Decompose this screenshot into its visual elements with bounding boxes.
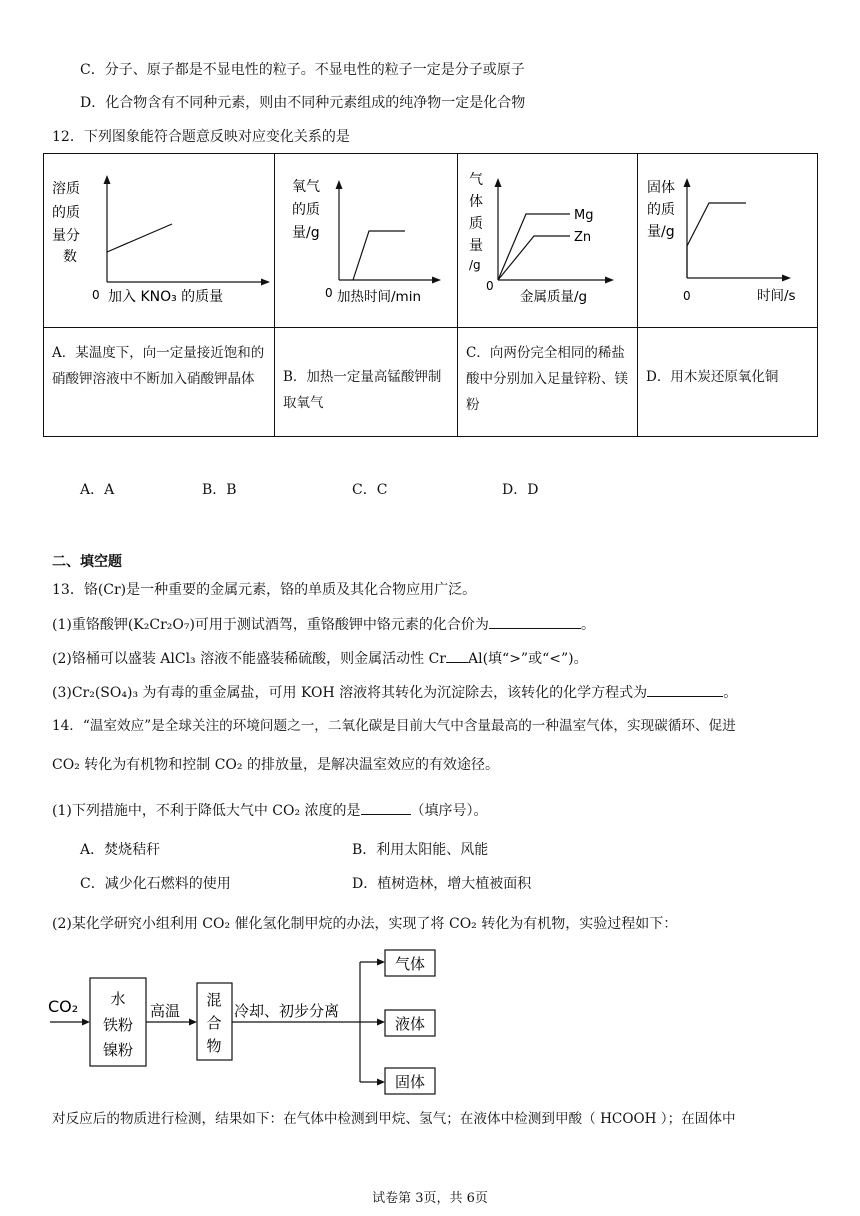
graph-b-description: B．加热一定量高锰酸钾制取氧气	[283, 369, 442, 411]
graph-b-xlabel: 加热时间/min	[337, 289, 422, 305]
q13-blank-1[interactable]	[489, 614, 581, 629]
q13-blank-3[interactable]	[647, 682, 723, 697]
graph-c-series-zn: Zn	[574, 230, 592, 245]
graph-b-cell	[275, 154, 458, 328]
graph-a-ylabel-2: 的质	[52, 205, 80, 221]
q13-part-2-end: Al(填“>”或“<”)。	[467, 651, 588, 667]
q13-part-1-end: 。	[580, 617, 595, 633]
graph-a-ylabel-4: 数	[63, 249, 77, 265]
flow-box1-line-1: 水	[110, 990, 126, 1008]
graph-d-ylabel-3: 量/g	[647, 224, 675, 240]
q14-stem-line-2: CO₂ 转化为有机物和控制 CO₂ 的排放量，是解决温室效应的有效途径。	[52, 757, 499, 773]
q13-part-3	[52, 682, 737, 703]
graph-d-description: D．用木炭还原氧化铜	[646, 369, 779, 385]
q12-answer-b: B．B	[202, 482, 237, 498]
q12-graph-table	[43, 153, 818, 437]
graph-b-ylabel-3: 量/g	[292, 225, 320, 241]
graph-d-xlabel: 时间/s	[757, 288, 796, 304]
graph-a-origin: 0	[92, 288, 100, 302]
q11-option-d: D．化合物含有不同种元素，则由不同种元素组成的纯净物一定是化合物	[80, 95, 526, 111]
graph-d-origin: 0	[683, 289, 691, 303]
graph-d-cell	[638, 154, 818, 328]
q13-part-2-text: (2)铬桶可以盛装 AlCl₃ 溶液不能盛装稀硫酸，则金属活动性 Cr	[52, 651, 446, 667]
graph-a-ylabel-3: 量分	[52, 228, 80, 244]
graph-d-ylabel-2: 的质	[647, 202, 675, 218]
graph-b-ylabel-1: 氧气	[292, 179, 320, 195]
section-title: 二、填空题	[52, 554, 122, 570]
graph-c-origin: 0	[486, 279, 494, 293]
graph-b	[275, 154, 458, 323]
q14-part-2: (2)某化学研究小组利用 CO₂ 催化氢化制甲烷的办法，实现了将 CO₂ 转化为有机物，实验过程如下：	[52, 916, 678, 932]
graph-c-cell	[458, 154, 638, 328]
flow-box2-line-3: 物	[206, 1037, 222, 1055]
graph-a-cell	[44, 154, 275, 328]
graph-d	[638, 154, 818, 323]
q14-result-text: 对反应后的物质进行检测，结果如下：在气体中检测到甲烷、氢气；在液体中检测到甲酸（ HCOOH ）；在固体中	[52, 1111, 736, 1127]
flow-input-label: CO₂	[48, 997, 79, 1016]
flow-box1-line-2: 铁粉	[102, 1016, 134, 1034]
graph-a-xlabel: 加入 KNO₃ 的质量	[108, 289, 224, 305]
flow-box2-line-2: 合	[206, 1014, 222, 1032]
graph-a-ylabel-1: 溶质	[52, 181, 80, 197]
graph-c	[458, 154, 638, 323]
graph-d-ylabel-1: 固体	[647, 180, 675, 196]
graph-c-ylabel-5: /g	[469, 258, 481, 272]
q14-stem-line-1: 14．“温室效应”是全球关注的环境问题之一，二氧化碳是目前大气中含量最高的一种温室气体，实现碳循环、促进	[52, 718, 736, 734]
graph-b-origin: 0	[325, 286, 333, 300]
graph-c-xlabel: 金属质量/g	[520, 289, 588, 305]
graph-b-ylabel-2: 的质	[292, 202, 320, 218]
q12-answer-a: A．A	[80, 482, 115, 498]
graph-c-ylabel-1: 气	[469, 172, 483, 188]
q14-option-b: B．利用太阳能、风能	[352, 842, 489, 858]
q13-blank-2[interactable]	[446, 648, 468, 663]
q14-option-a: A．焚烧秸秆	[80, 842, 161, 858]
flow-output-liquid: 液体	[394, 1015, 426, 1033]
q14-option-d: D．植树造林，增大植被面积	[352, 876, 532, 892]
graph-a	[44, 154, 275, 323]
flow-output-gas: 气体	[394, 955, 426, 973]
q14-option-c: C．减少化石燃料的使用	[80, 876, 231, 892]
flow-output-solid: 固体	[394, 1073, 426, 1091]
q13-part-1	[52, 614, 595, 635]
graph-c-description: C．向两份完全相同的稀盐酸中分别加入足量锌粉、镁粉	[466, 345, 628, 413]
q12-answer-c: C．C	[352, 482, 388, 498]
graph-a-description: A．某温度下，向一定量接近饱和的硝酸钾溶液中不断加入硝酸钾晶体	[52, 345, 265, 387]
q14-flow-diagram	[40, 940, 480, 1100]
q13-part-1-text: (1)重铬酸钾(K₂Cr₂O₇)可用于测试酒驾，重铬酸钾中铬元素的化合价为	[52, 617, 489, 633]
q14-part-1-text: (1)下列措施中，不利于降低大气中 CO₂ 浓度的是	[52, 803, 361, 819]
q13-part-3-end: 。	[723, 685, 738, 701]
flow-box2-line-1: 混	[206, 991, 222, 1009]
q12-answer-d: D．D	[502, 482, 539, 498]
q13-stem: 13．铬(Cr)是一种重要的金属元素，铬的单质及其化合物应用广泛。	[52, 582, 477, 598]
q13-part-3-text: (3)Cr₂(SO₄)₃ 为有毒的重金属盐，可用 KOH 溶液将其转化为沉淀除去，该转化的化学方程式为	[52, 685, 648, 701]
flow-arrow2-label: 冷却、初步分离	[234, 1002, 340, 1020]
flow-arrow1-label: 高温	[150, 1002, 181, 1020]
q14-blank-1[interactable]	[361, 800, 411, 815]
graph-c-ylabel-4: 量	[469, 238, 483, 254]
q12-stem: 12．下列图象能符合题意反映对应变化关系的是	[52, 129, 350, 145]
graph-c-ylabel-3: 质	[469, 216, 483, 232]
q14-part-1	[52, 800, 488, 821]
q14-part-1-end: （填序号）。	[410, 803, 488, 819]
q11-option-c: C．分子、原子都是不显电性的粒子。不显电性的粒子一定是分子或原子	[80, 62, 525, 78]
graph-c-series-mg: Mg	[574, 208, 594, 223]
q13-part-2	[52, 648, 588, 669]
graph-c-ylabel-2: 体	[469, 194, 483, 210]
flow-box1-line-3: 镍粉	[102, 1041, 134, 1059]
page-footer: 试卷第 3页，共 6页	[372, 1191, 488, 1206]
